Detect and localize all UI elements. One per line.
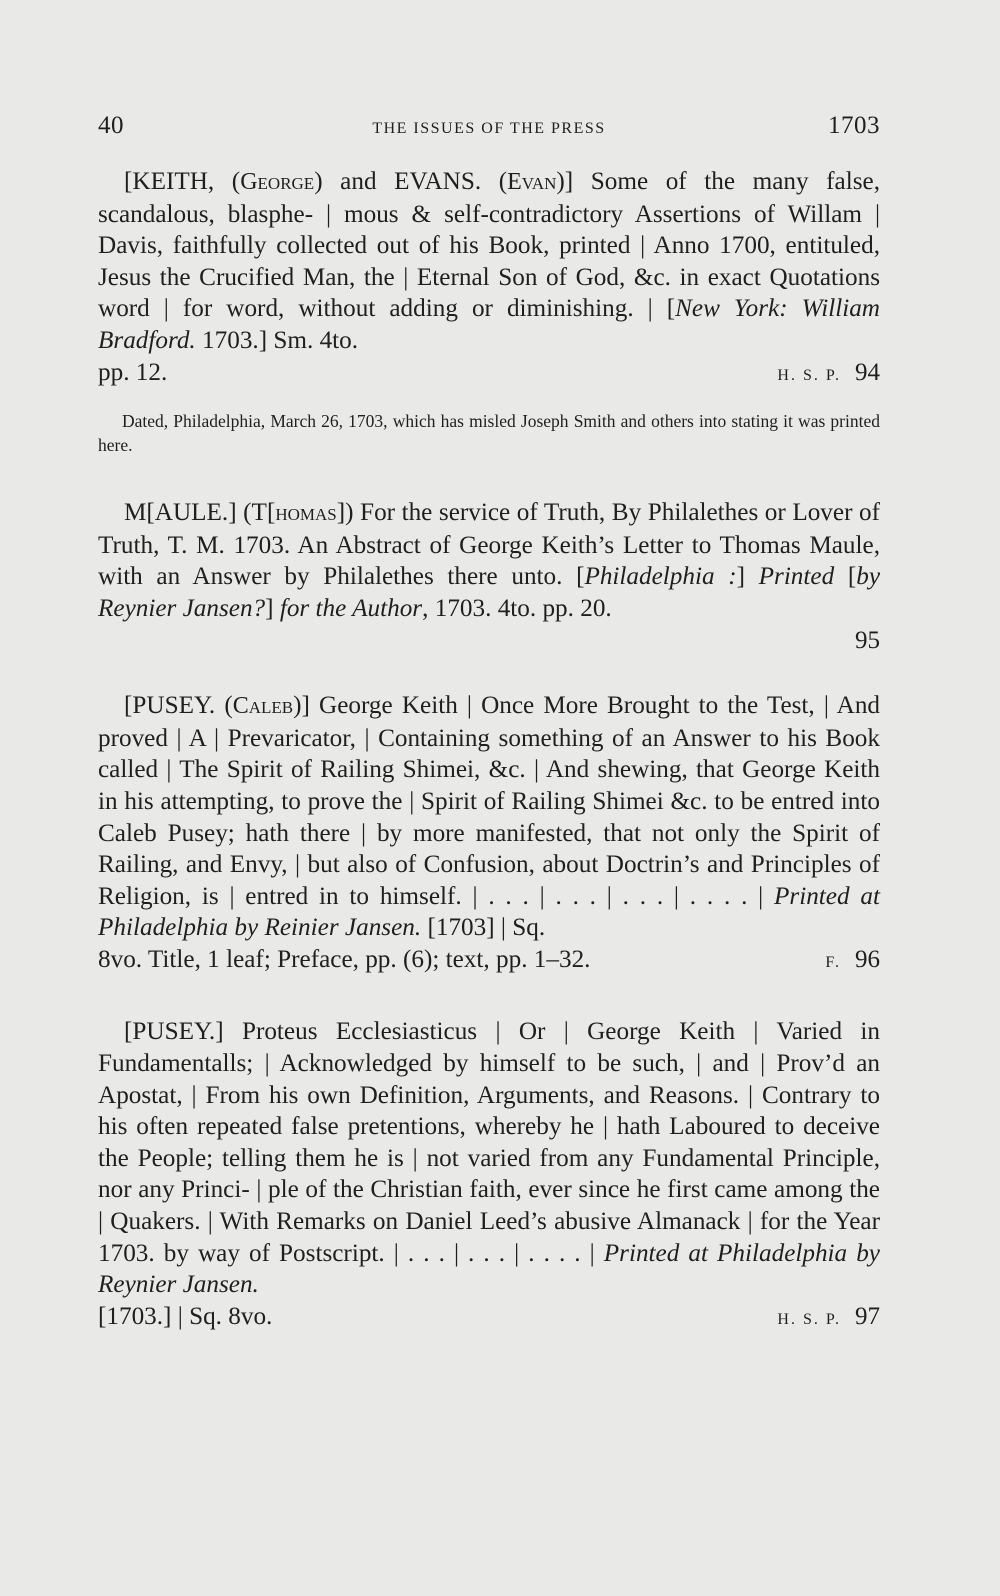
- entry-94-text: [KEITH, (George) and EVANS. (Evan)] Some of the many false, scandalous, blasphe- | mous & self-contradictory Assertions of Willam | Davis, faithfully collected out of his Book, printed | Anno 1700, entituled, Jesus the Crucified Man, the | Eternal Son of God, &c. in exact Quotations word | for word, without adding or diminishing. | [New York: William Bradford. 1703.] Sm. 4to.: [98, 168, 880, 354]
- page-number: 40: [98, 112, 124, 139]
- entry-94-last-line: pp. 12.: [98, 358, 168, 386]
- running-title: THE ISSUES OF THE PRESS: [372, 120, 606, 137]
- entry-94-location: H. S. P.: [777, 366, 841, 384]
- entry-97-last-line: [1703.] | Sq. 8vo.: [98, 1302, 273, 1330]
- entry-96-last-line: 8vo. Title, 1 leaf; Preface, pp. (6); text, pp. 1–32.: [98, 945, 591, 973]
- entry-96-location: F.: [825, 953, 841, 971]
- entry-97: [98, 1016, 880, 1335]
- entry-96-number: 96: [855, 945, 880, 973]
- entry-95-text: M[AULE.] (T[homas]) For the service of Truth, By Philalethes or Lover of Truth, T. M. 1703. An Abstract of George Keith’s Letter to Thomas Maule, with an Answer by Philalethes there unto. [Philadelphia :] Printed [by Reynier Jansen?] for the Author, 1703. 4to. pp. 20.: [98, 499, 880, 622]
- entry-95-number: 95: [855, 626, 880, 654]
- entry-97-location: H. S. P.: [777, 1310, 841, 1328]
- entry-94-note: Dated, Philadelphia, March 26, 1703, which has misled Joseph Smith and others into stating it was printed here.: [98, 411, 880, 456]
- entry-97-number: 97: [855, 1302, 880, 1330]
- entry-94: [98, 166, 880, 457]
- entry-96-end: [98, 944, 880, 979]
- entry-95: [98, 497, 880, 656]
- entry-97-end: [98, 1301, 880, 1336]
- entry-96-text: [PUSEY. (Caleb)] George Keith | Once More Brought to the Test, | And proved | A | Prevaricator, | Containing something of an Answer to his Book called | The Spirit of Railing Shimei, &c. | And shewing, that George Keith in his attempting, to prove the | Spirit of Railing Shimei &c. to be entred into Caleb Pusey; hath there | by more manifested, that not only the Spirit of Railing, and Envy, | but also of Confusion, about Doctrin’s and Principles of Religion, is | entred in to himself. | . . . | . . . | . . . | . . . . | Printed at Philadelphia by Reinier Jansen. [1703] | Sq.: [98, 692, 881, 942]
- entry-96: [98, 690, 880, 978]
- running-head: [98, 112, 880, 148]
- running-year: 1703: [828, 112, 880, 139]
- entry-97-text: [PUSEY.] Proteus Ecclesiasticus | Or | George Keith | Varied in Fundamentalls; | Acknowledged by himself to be such, | and | Prov’d an Apostat, | From his own Definition, Arguments, and Reasons. | Contrary to his often repeated false pretentions, whereby he | hath Laboured to deceive the People; telling them he is | not varied from any Fundamental Principle, nor any Princi- | ple of the Christian faith, ever since he first came among the | Quakers. | With Remarks on Daniel Leed’s abusive Almanack | for the Year 1703. by way of Postscript. | . . . | . . . | . . . . | Printed at Philadelphia by Reynier Jansen.: [98, 1018, 880, 1299]
- entry-94-number: 94: [855, 358, 880, 386]
- book-page: [98, 112, 880, 1552]
- entry-94-end: [98, 357, 880, 392]
